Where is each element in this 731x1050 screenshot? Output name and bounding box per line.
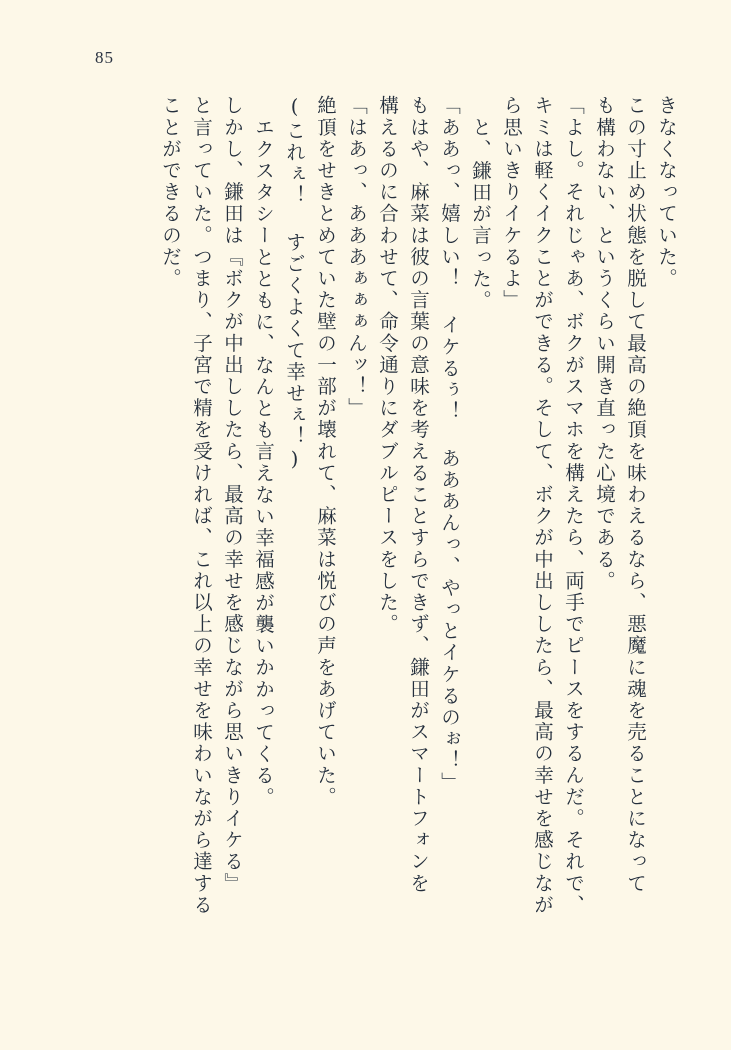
text-line: と、鎌田が言った。 (469, 117, 492, 312)
text-line: 「よし。それじゃあ、ボクがスマホを構えたら、両手でピースをするんだ。それで、 (562, 95, 585, 916)
text-line: 絶頂をせきとめていた壁の一部が壊れて、麻菜は悦びの声をあげていた。 (314, 95, 337, 808)
page-number: 85 (95, 48, 114, 67)
text-line: (これぇ！ すごくよくて幸せぇ！) (283, 95, 306, 473)
text-line: 「ああっ、嬉しい！ イケるぅ！ あああんっ、やっとイケるのぉ！」 (438, 95, 461, 794)
text-line: と言っていた。つまり、子宮で精を受ければ、これ以上の幸せを味わいながら達する (190, 95, 213, 916)
text-line: きなくなっていた。 (655, 95, 678, 290)
text-line: 構えるのに合わせて、命令通りにダブルピースをした。 (376, 95, 399, 635)
text-line: 「はあっ、あああぁぁぁんッ！」 (345, 95, 368, 419)
text-line: ことができるのだ。 (159, 95, 182, 290)
text-line: も構わない、というくらい開き直った心境である。 (593, 95, 616, 592)
text-line: この寸止め状態を脱して最高の絶頂を味わえるなら、悪魔に魂を売ることになって (624, 95, 647, 895)
text-line: エクスタシーとともに、なんとも言えない幸福感が襲いかかってくる。 (252, 117, 275, 809)
text-line: ら思いきりイケるよ」 (500, 95, 523, 311)
text-line: もはや、麻菜は彼の言葉の意味を考えることすらできず、鎌田がスマートフォンを (407, 95, 430, 895)
text-line: キミは軽くイクことができる。そして、ボクが中出ししたら、最高の幸せを感じなが (531, 95, 554, 916)
text-line: しかし、鎌田は『ボクが中出ししたら、最高の幸せを感じながら思いきりイケる』 (221, 95, 244, 895)
vertical-text-body (60, 95, 676, 980)
